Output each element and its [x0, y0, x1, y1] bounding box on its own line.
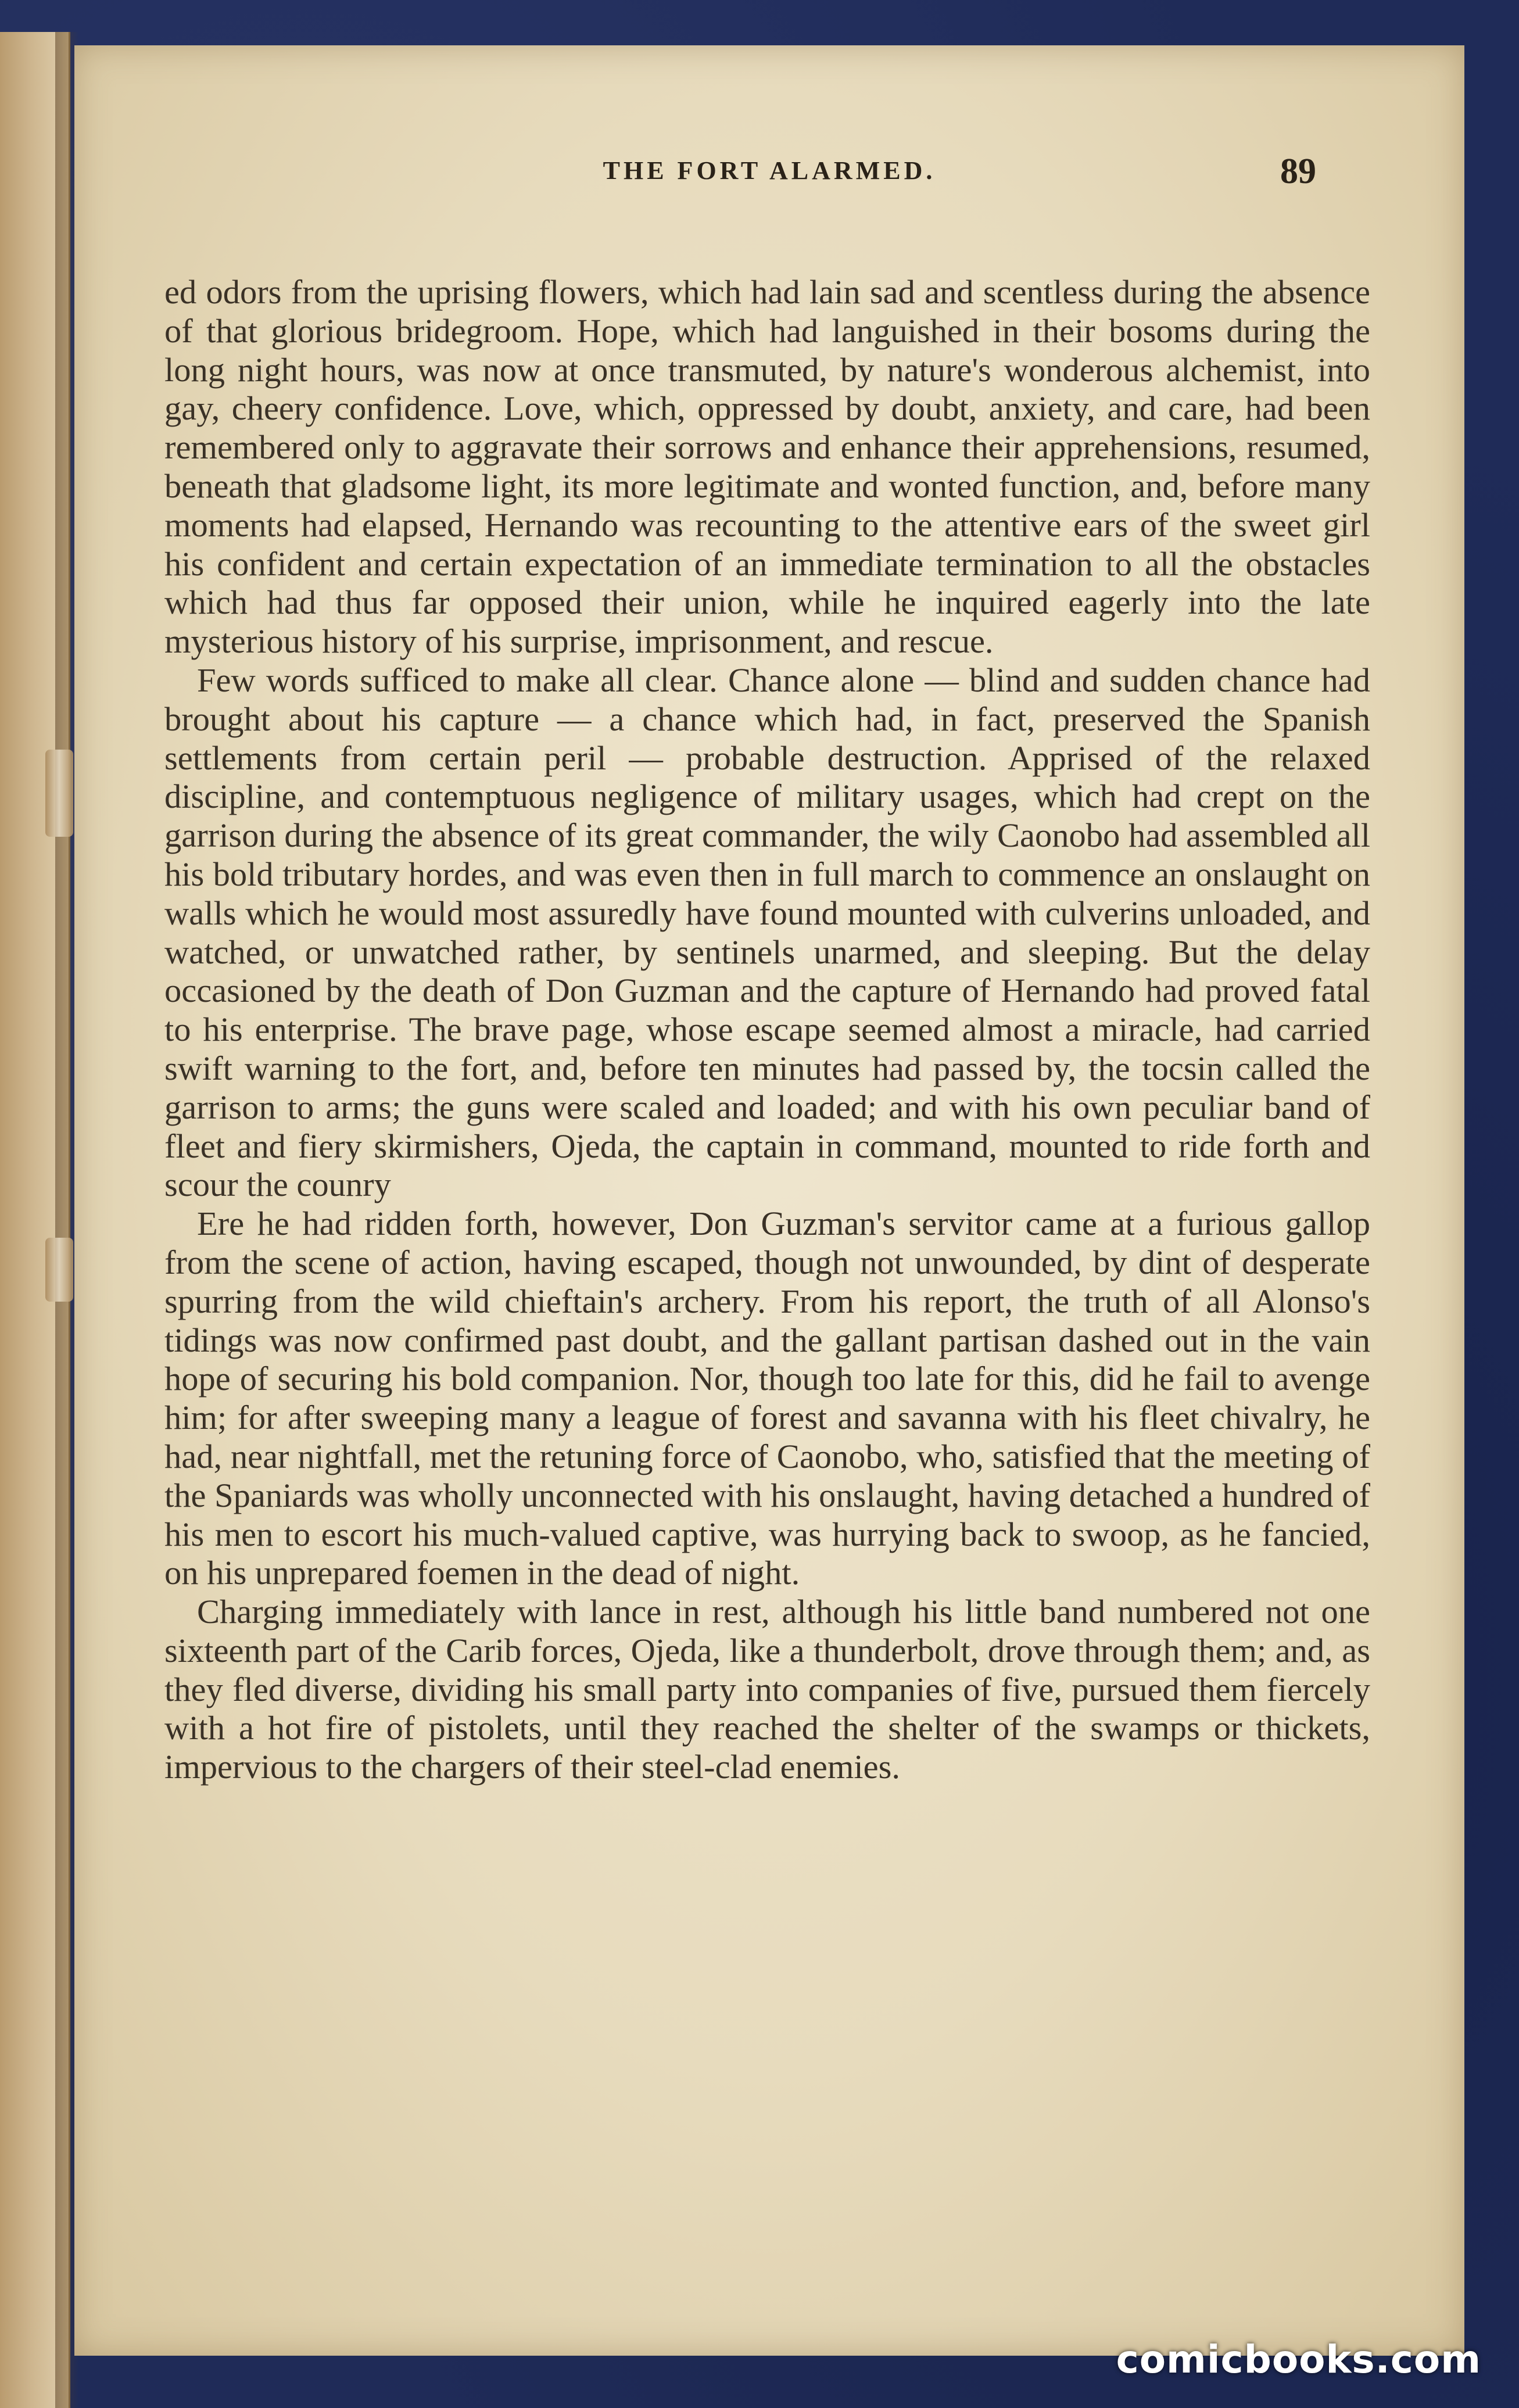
paragraph: Few words sufficed to make all clear. Chance alone — blind and sudden chance had brought about his capture — a chance which had, in fact, preserved the Spanish settlements from certain peril — probable destruction. Apprised of the relaxed discipline, and contemptuous negligence of military usages, which had crept on the garrison during the absence of its great commander, the wily Caonobo had assembled all his bold tributary hordes, and was even then in full march to commence an onslaught on walls which he would most assuredly have found mounted with culverins unloaded, and watched, or unwatched rather, by sentinels unarmed, and sleeping. But the delay occasioned by the death of Don Guzman and the capture of Hernando had proved fatal to his enterprise. The brave page, whose escape seemed almost a miracle, had carried swift warning to the fort, and, before ten minutes had passed by, the tocsin called the garrison to arms; the guns were scaled and loaded; and with his own peculiar band of fleet and fiery skirmishers, Ojeda, the captain in command, mounted to ride forth and scour the counry	[164, 661, 1370, 1204]
paragraph: Charging immediately with lance in rest, although his little band numbered not one sixteenth part of the Carib forces, Ojeda, like a thunderbolt, drove through them; and, as they fled diverse, dividing his small party into companies of five, pursued them fiercely with a hot fire of pistolets, until they reached the shelter of the swamps or thickets, impervious to the chargers of their steel-clad enemies.	[164, 1593, 1370, 1786]
paragraph: ed odors from the uprising flowers, which had lain sad and scentless during the absence of that glorious bridegroom. Hope, which had languished in their bosoms during the long night hours, was now at once transmuted, by nature's wonderous alchemist, into gay, cheery confidence. Love, which, oppressed by doubt, anxiety, and care, had been remembered only to aggravate their sorrows and enhance their apprehensions, resumed, beneath that gladsome light, its more legitimate and wonted function, and, before many moments had elapsed, Hernando was recounting to the attentive ears of the sweet girl his confident and certain expectation of an immediate termination to all the obstacles which had thus far opposed their union, while he inquired eagerly into the late mysterious history of his surprise, imprisonment, and rescue.	[164, 273, 1370, 661]
binding-thread	[45, 750, 73, 837]
page-number: 89	[1280, 152, 1316, 191]
site-watermark: comicbooks.com	[1116, 2337, 1481, 2382]
paragraph: Ere he had ridden forth, however, Don Guzman's servitor came at a furious gallop from the scene of action, having escaped, though not unwounded, by dint of desperate spurring from the wild chieftain's archery. From his report, the truth of all Alonso's tidings was now confirmed past doubt, and the gallant partisan dashed out in the vain hope of securing his bold companion. Nor, though too late for this, did he fail to avenge him; for after sweeping many a league of forest and savanna with his fleet chivalry, he had, near nightfall, met the retuning force of Caonobo, who, satisfied that the meeting of the Spaniards was wholly unconnected with his onslaught, having detached a hundred of his men to escort his much-valued captive, was hurrying back to swoop, as he fancied, on his unprepared foemen in the dead of night.	[164, 1205, 1370, 1592]
book-page	[74, 45, 1464, 2356]
running-head: THE FORT ALARMED.	[603, 156, 936, 185]
page-header	[74, 152, 1464, 202]
binding-thread	[45, 1238, 73, 1302]
body-text	[164, 273, 1370, 1787]
